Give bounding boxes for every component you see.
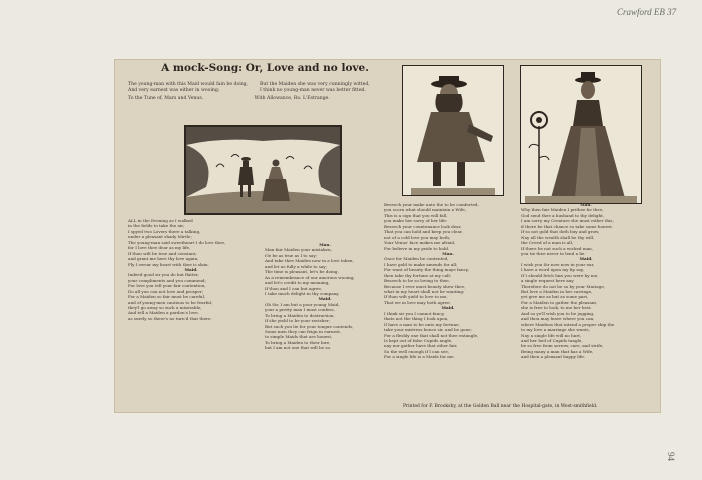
verse-line: to my love a marriage she wants, bbox=[521, 327, 590, 333]
verse-line: For want of beauty the thing maye fancy, bbox=[384, 267, 469, 273]
verse-line: Indeed good sir you do but flatter, bbox=[128, 272, 199, 278]
verse-line: be so free from sorrow, care, and strife, bbox=[521, 343, 604, 349]
verse-line: and then a pleasant happy life. bbox=[521, 354, 586, 360]
verse-line: For a Maiden to gather the pleasant, bbox=[521, 299, 598, 305]
verse-line: If there be not such a wicked man, bbox=[521, 245, 594, 251]
verse-line: This is a sign that you will fall, bbox=[384, 212, 448, 218]
verse-line: thats not the thing I look upon, bbox=[384, 316, 449, 322]
verse-line: Why then fair Maiden I prithee be thee, bbox=[521, 207, 604, 213]
verse-line: I wish you Sir now now in your ear, bbox=[521, 261, 595, 267]
ballad-title: A mock-Song: Or, Love and no love. bbox=[161, 62, 369, 74]
verse-line: i'le be as true as I to say; bbox=[265, 252, 318, 258]
verse-line: Beseech your countenance look dear, bbox=[384, 223, 462, 229]
verse-line: take your mistress hence sir, and be gone; bbox=[384, 327, 472, 333]
verse-line: nay nor gather have that other fair, bbox=[384, 343, 458, 349]
intro-line: I think no young-man never was better fitted. bbox=[260, 88, 366, 94]
verse-line: If thou and I can but agree, bbox=[265, 285, 323, 291]
verse-line: God send thee a husband to thy delight, bbox=[521, 212, 605, 218]
tune-line bbox=[128, 96, 408, 101]
intro-right bbox=[260, 82, 405, 95]
verse-line: Nay a single life will no hurt, bbox=[521, 332, 582, 338]
verse-line: yet give me as but as some part, bbox=[521, 294, 589, 300]
verse-line: And tell a Maiden a pardon's love, bbox=[128, 310, 199, 316]
speaker-heading: Maid. bbox=[441, 305, 455, 311]
verse-line: To bring a Maiden to their lure, bbox=[265, 339, 331, 345]
verse-line: the Creed of a man is all, bbox=[521, 240, 574, 246]
woodcut-couple-image bbox=[184, 125, 342, 215]
verse-line: I spyed two Lovers there a talking, bbox=[128, 228, 201, 234]
verse-line: Do all you can not love and prosper; bbox=[128, 288, 204, 294]
woodcut-man-image bbox=[402, 65, 504, 196]
verse-line: Because I ever must beauty shew thee, bbox=[384, 283, 466, 289]
verse-line: in the fields to take the air, bbox=[128, 223, 185, 229]
verse-line: Beseech your make unto the to be comforted, bbox=[384, 202, 479, 207]
verse-line: For love you tell your fair contention, bbox=[128, 283, 206, 289]
verse-line: Nay all the wealth shall be thy will, bbox=[521, 234, 595, 240]
verse-line: For a fleshly one that shall not thee entangle, bbox=[384, 332, 479, 338]
verse-line: Your Venus' face makes me afraid, bbox=[384, 240, 456, 246]
verse-line: If so not gold that doth buy and grow, bbox=[521, 229, 600, 235]
verse-line: if there be that chance so take some honest. bbox=[521, 223, 614, 229]
verse-line: and her bed of Cupids tangle, bbox=[521, 337, 583, 343]
verse-line: The time is pleasant, let's be doing, bbox=[265, 269, 339, 275]
verse-line: and let us fully a while to say; bbox=[265, 263, 327, 269]
verse-column-3 bbox=[384, 202, 512, 360]
printer-imprint: Printed for F. Brooksby, at the Golden Ball near the Hospital-gate, in West-smithfield. bbox=[403, 404, 598, 409]
verse-line: I have gold to make amends for all; bbox=[384, 261, 458, 267]
verse-line: As a remembrance of our amorous wooing; bbox=[265, 274, 355, 280]
verse-line: To bring a Maiden to destruction, bbox=[265, 312, 335, 318]
verse-line: But love a Maiden in her carriage, bbox=[521, 289, 593, 294]
broadside-sheet bbox=[115, 60, 660, 412]
verse-line: you make her sorry of her life: bbox=[384, 218, 448, 224]
verse-line: Fly I swear my heart with thee is slain. bbox=[128, 261, 209, 267]
verse-line: you scorn what should maintain a Wife, bbox=[384, 207, 467, 213]
speaker-heading: Maid. bbox=[184, 266, 198, 272]
verse-line: Beseech to be so loving to thee, bbox=[384, 278, 451, 284]
verse-line: That we in love may both agree. bbox=[384, 299, 451, 305]
verse-line: but I am not one that will be so. bbox=[265, 345, 332, 351]
woodcut-woman-image bbox=[520, 65, 642, 204]
verse-line: If she yield to be your ravisher; bbox=[265, 318, 331, 324]
accession-mark: Crawford EB 37 bbox=[617, 7, 677, 17]
verse-line: not of a cold love you may both; bbox=[384, 234, 451, 240]
verse-line: I think sir you I cannot fancy, bbox=[384, 310, 445, 316]
verse-line: as surely so there's no turn'd that there. bbox=[128, 315, 212, 321]
verse-line: Once for Maiden be contented, bbox=[384, 256, 449, 262]
verse-line: But such you lie for your tongue contends, bbox=[265, 323, 354, 329]
verse-column-1 bbox=[128, 218, 254, 321]
verse-line: If thou wilt yield to love to me, bbox=[384, 294, 448, 300]
verse-line: I take much delight in thy company. bbox=[265, 290, 340, 296]
verse-line: Is kept out of false Cupids angle, bbox=[384, 337, 453, 343]
speaker-heading: Maid. bbox=[318, 296, 332, 302]
verse-line: Il have a man to be unto my fortune, bbox=[384, 321, 460, 327]
verse-line: you tie thee never to lend a lie. bbox=[521, 250, 586, 256]
verse-line: under a pleasant shady Mirtle; bbox=[128, 234, 192, 240]
verse-line: If I should fetch him you were by me, bbox=[521, 272, 599, 278]
verse-column-2 bbox=[265, 242, 385, 351]
intro-line: But the Maiden she was very cunningly witted, bbox=[260, 82, 370, 87]
verse-line: they'l go away so such a miserable; bbox=[128, 305, 202, 310]
verse-line: and of young-men cautious to be fearful, bbox=[128, 299, 213, 305]
speaker-heading: Maid. bbox=[579, 256, 593, 262]
verse-line: to simple Maids that are honest, bbox=[265, 334, 333, 340]
verse-line: and grant me here thy love again, bbox=[128, 256, 199, 262]
verse-line: Oh Sir, I am but a poor young Maid, bbox=[265, 301, 340, 307]
verse-line: So the well enough if I can see, bbox=[384, 348, 450, 354]
verse-line: your a pretty man I must confess, bbox=[265, 307, 335, 313]
verse-line: then take thy fortune at my call: bbox=[384, 272, 452, 278]
verse-line: what in my heart shall not be wanting: bbox=[384, 289, 465, 294]
verse-line: ALL in the Evening as I walked bbox=[128, 218, 193, 223]
licence-note: With Allowance, Ro. L'Estrange. bbox=[254, 96, 330, 101]
verse-line: your compliments and you commend; bbox=[128, 277, 206, 283]
verse-line: for I love thee dear as my life, bbox=[128, 245, 191, 251]
verse-line: Therefore do not be so by your Mariage, bbox=[521, 283, 606, 289]
verse-line: And take thee Maiden now in a love token, bbox=[265, 258, 354, 264]
verse-line: For believe in my pride to hold. bbox=[384, 245, 450, 251]
verse-line: And so ye'll wish you to be jogging, bbox=[521, 310, 595, 316]
verse-line: where Maidens that intend a proper ship the bbox=[521, 321, 615, 327]
page-number: 94 bbox=[666, 452, 676, 461]
verse-line: If thou wilt be true and constant, bbox=[128, 250, 197, 256]
verse-line: For a single life is a Maids for me. bbox=[384, 354, 455, 360]
verse-line: and let's credit to my meaning, bbox=[265, 280, 330, 286]
tune-name: To the Tune of, Mars and Venus. bbox=[128, 96, 204, 101]
speaker-heading: Man. bbox=[319, 242, 331, 247]
verse-line: a single request here any bbox=[521, 278, 574, 284]
verse-line: For a Maiden so fair must be careful, bbox=[128, 294, 206, 300]
verse-line: That you can hold and keep you clear, bbox=[384, 229, 463, 235]
intro-line: And very earnest was either in wooing; bbox=[128, 88, 220, 94]
verse-line: Being many a man that has a Wife, bbox=[521, 348, 594, 354]
verse-line: I have a word upon my lip say, bbox=[521, 267, 584, 273]
verse-line: I am sorry my Creature she must either this, bbox=[521, 218, 614, 224]
intro-line: The young-man with this Maid would fain be doing, bbox=[128, 82, 249, 87]
verse-column-4 bbox=[521, 202, 651, 360]
speaker-heading: Man. bbox=[442, 250, 454, 256]
verse-line: Man fair Maiden your mistaken, bbox=[265, 247, 332, 253]
intro-left bbox=[128, 82, 258, 95]
verse-line: Some men they can feign in earnest, bbox=[265, 329, 342, 334]
verse-line: The young-man said sweetheart I do love thee, bbox=[128, 239, 226, 245]
speaker-heading: Man. bbox=[580, 202, 592, 207]
verse-line: she is free to look, to me her best. bbox=[521, 305, 592, 311]
verse-line: and thou may leave where you can, bbox=[521, 316, 595, 322]
